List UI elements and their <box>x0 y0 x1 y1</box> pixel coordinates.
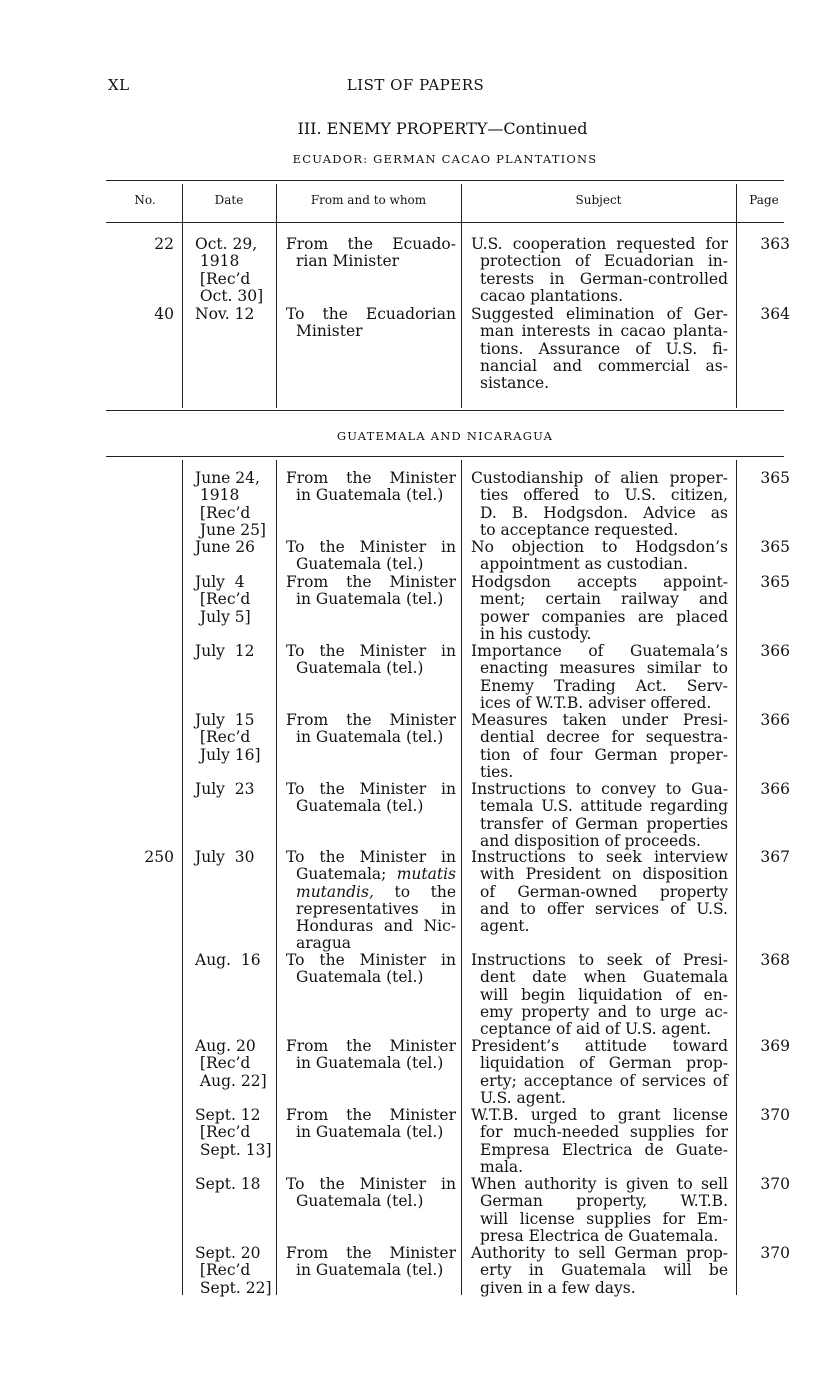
text-line: Authority to sell German prop- <box>471 1244 728 1262</box>
row-page: 369 <box>760 1037 790 1055</box>
text-line: When authority is given to sell <box>471 1175 728 1193</box>
text-line: and disposition of proceeds. <box>480 831 701 850</box>
row-from-to <box>286 952 456 987</box>
row-page: 368 <box>760 951 790 969</box>
text-line: No objection to Hodgsdon’s <box>471 538 728 556</box>
text-line: temala U.S. attitude regarding <box>480 797 728 816</box>
row-page: 366 <box>760 642 790 660</box>
text-line: To the Minister in <box>286 848 456 866</box>
row-date: Sept. 12 [Rec’d Sept. 13] <box>195 1106 272 1159</box>
column-divider <box>736 184 737 408</box>
row-subject <box>471 574 728 643</box>
text-line: terests in German-controlled <box>480 269 728 288</box>
text-line: presa Electrica de Guatemala. <box>480 1226 719 1245</box>
row-subject <box>471 849 728 935</box>
text-line: in Guatemala (tel.) <box>296 590 444 609</box>
text-line: appointment as custodian. <box>480 555 688 574</box>
text-line: emy property and to urge ac- <box>480 1002 728 1021</box>
text-line: ceptance of aid of U.S. agent. <box>480 1020 712 1039</box>
column-divider <box>182 460 183 1295</box>
text-line: representatives in <box>296 899 456 918</box>
text-line: man interests in cacao planta- <box>480 322 728 341</box>
row-from-to <box>286 643 456 678</box>
row-date: Aug. 16 <box>195 951 261 969</box>
row-page: 365 <box>760 538 790 556</box>
section-title: III. ENEMY PROPERTY—Continued <box>297 119 588 138</box>
text-line: liquidation of German prop- <box>480 1054 728 1073</box>
row-subject <box>471 643 728 712</box>
column-divider <box>461 460 462 1295</box>
text-line: From the Minister <box>286 1037 456 1055</box>
row-from-to <box>286 1107 456 1142</box>
row-date: Sept. 18 <box>195 1175 261 1193</box>
text-line: Guatemala; mutatis <box>296 865 456 884</box>
running-title: LIST OF PAPERS <box>346 76 485 94</box>
row-subject <box>471 236 728 305</box>
row-from-to <box>286 781 456 816</box>
row-from-to <box>286 306 456 341</box>
row-page: 364 <box>760 305 790 323</box>
text-line: From the Ecuado- <box>286 235 456 253</box>
row-date: July 4 [Rec’d July 5] <box>195 573 251 626</box>
row-subject <box>471 306 728 392</box>
text-line: To the Ecuadorian <box>286 305 456 323</box>
text-line: To the Minister in <box>286 642 456 660</box>
text-line: Guatemala (tel.) <box>296 1192 424 1211</box>
text-line: Custodianship of alien proper- <box>471 469 728 487</box>
row-subject <box>471 539 728 574</box>
column-divider <box>461 184 462 408</box>
text-line: in Guatemala (tel.) <box>296 1054 444 1073</box>
text-line: in Guatemala (tel.) <box>296 486 444 505</box>
text-line: aragua <box>296 934 352 953</box>
row-date: June 24, 1918 [Rec’d June 25] <box>195 469 266 539</box>
guatemala-heading: GUATEMALA AND NICARAGUA <box>336 429 554 443</box>
text-line: Enemy Trading Act. Serv- <box>480 676 728 695</box>
text-line: for much-needed supplies for <box>480 1123 728 1142</box>
text-line: dential decree for sequestra- <box>480 728 728 747</box>
row-page: 370 <box>760 1106 790 1124</box>
text-line: protection of Ecuadorian in- <box>480 252 728 271</box>
row-subject <box>471 781 728 850</box>
row-from-to <box>286 539 456 574</box>
row-subject <box>471 1107 728 1176</box>
row-number: 40 <box>154 305 174 323</box>
text-line: To the Minister in <box>286 780 456 798</box>
text-line: will begin liquidation of en- <box>480 985 728 1004</box>
table-bottom-rule <box>106 410 784 411</box>
text-line: in Guatemala (tel.) <box>296 1123 444 1142</box>
text-line: D. B. Hodgsdon. Advice as <box>480 503 728 522</box>
text-line: in Guatemala (tel.) <box>296 1261 444 1280</box>
text-line: Instructions to seek interview <box>471 848 728 866</box>
row-page: 366 <box>760 711 790 729</box>
text-line: cacao plantations. <box>480 286 624 305</box>
row-date: July 15 [Rec’d July 16] <box>195 711 261 764</box>
row-page: 363 <box>760 235 790 253</box>
text-line: Empresa Electrica de Guate- <box>480 1140 728 1159</box>
row-number: 22 <box>154 235 174 253</box>
row-from-to <box>286 470 456 505</box>
text-line: ties. <box>480 762 514 781</box>
text-line: and to offer services of U.S. <box>480 899 728 918</box>
text-line: Guatemala (tel.) <box>296 555 424 574</box>
text-line: ties offered to U.S. citizen, <box>480 486 728 505</box>
text-line: Guatemala (tel.) <box>296 797 424 816</box>
text-line: To the Minister in <box>286 951 456 969</box>
column-header-subject: Subject <box>575 193 622 207</box>
text-line: tions. Assurance of U.S. fi- <box>480 339 728 358</box>
text-line: erty; acceptance of services of <box>480 1071 728 1090</box>
row-subject <box>471 952 728 1038</box>
text-line: in his custody. <box>480 624 592 643</box>
text-line: sistance. <box>480 374 550 393</box>
row-date: Aug. 20 [Rec’d Aug. 22] <box>195 1037 267 1090</box>
text-line: From the Minister <box>286 469 456 487</box>
page-number: XL <box>108 76 130 94</box>
text-line: tion of four German proper- <box>480 745 728 764</box>
text-line: Instructions to seek of Presi- <box>471 951 728 969</box>
text-line: To the Minister in <box>286 1175 456 1193</box>
text-line: enacting measures similar to <box>480 659 728 678</box>
table-top-rule <box>106 180 784 181</box>
column-header-no: No. <box>134 193 156 207</box>
row-date: July 30 <box>195 848 255 866</box>
text-line: power companies are placed <box>480 607 728 626</box>
text-line: Honduras and Nic- <box>296 917 456 936</box>
text-line: agent. <box>480 917 530 936</box>
text-line: rian Minister <box>296 252 400 271</box>
text-line: transfer of German properties <box>480 814 728 833</box>
table-top-rule <box>106 456 784 457</box>
text-line: From the Minister <box>286 573 456 591</box>
text-line: with President on disposition <box>480 865 728 884</box>
row-page: 365 <box>760 469 790 487</box>
text-line: German property, W.T.B. <box>480 1192 728 1211</box>
text-line: nancial and commercial as- <box>480 356 728 375</box>
text-line: Guatemala (tel.) <box>296 968 424 987</box>
text-line: ices of W.T.B. adviser offered. <box>480 693 712 712</box>
text-line: Suggested elimination of Ger- <box>471 305 728 323</box>
text-line: dent date when Guatemala <box>480 968 728 987</box>
row-date: Nov. 12 <box>195 305 255 323</box>
row-page: 370 <box>760 1244 790 1262</box>
row-from-to <box>286 849 456 953</box>
text-line: W.T.B. urged to grant license <box>471 1106 728 1124</box>
text-line: Importance of Guatemala’s <box>471 642 728 660</box>
text-line: U.S. agent. <box>480 1088 566 1107</box>
row-subject <box>471 470 728 539</box>
row-from-to <box>286 1245 456 1280</box>
text-line: erty in Guatemala will be <box>480 1261 728 1280</box>
text-line: mala. <box>480 1157 524 1176</box>
column-header-date: Date <box>214 193 244 207</box>
row-subject <box>471 712 728 781</box>
text-line: From the Minister <box>286 711 456 729</box>
text-line: in Guatemala (tel.) <box>296 728 444 747</box>
row-date: June 26 <box>195 538 256 556</box>
row-page: 366 <box>760 780 790 798</box>
header-bottom-rule <box>106 222 784 223</box>
row-page: 365 <box>760 573 790 591</box>
row-date: Sept. 20 [Rec’d Sept. 22] <box>195 1244 272 1297</box>
text-line: ment; certain railway and <box>480 590 728 609</box>
row-from-to <box>286 574 456 609</box>
row-page: 370 <box>760 1175 790 1193</box>
row-from-to <box>286 712 456 747</box>
text-line: From the Minister <box>286 1106 456 1124</box>
row-from-to <box>286 1176 456 1211</box>
text-line: Minister <box>296 322 363 341</box>
text-line: U.S. cooperation requested for <box>471 235 728 253</box>
text-line: From the Minister <box>286 1244 456 1262</box>
text-line: Hodgsdon accepts appoint- <box>471 573 728 591</box>
row-from-to <box>286 236 456 271</box>
column-divider <box>182 184 183 408</box>
column-header-from: From and to whom <box>310 193 427 207</box>
row-page: 367 <box>760 848 790 866</box>
text-line: will license supplies for Em- <box>480 1209 728 1228</box>
text-line: to acceptance requested. <box>480 520 679 539</box>
text-line: Measures taken under Presi- <box>471 711 728 729</box>
text-line: Instructions to convey to Gua- <box>471 780 728 798</box>
row-date: July 23 <box>195 780 255 798</box>
column-header-page: Page <box>749 193 779 207</box>
text-line: mutandis, to the <box>296 882 456 901</box>
text-line: To the Minister in <box>286 538 456 556</box>
column-divider <box>736 460 737 1295</box>
row-number: 250 <box>144 848 174 866</box>
row-from-to <box>286 1038 456 1073</box>
row-subject <box>471 1038 728 1107</box>
row-date: July 12 <box>195 642 255 660</box>
text-line: President’s attitude toward <box>471 1037 728 1055</box>
text-line: of German-owned property <box>480 882 728 901</box>
text-line: given in a few days. <box>480 1278 636 1297</box>
row-subject <box>471 1245 728 1297</box>
row-date: Oct. 29, 1918 [Rec’d Oct. 30] <box>195 235 264 305</box>
row-subject <box>471 1176 728 1245</box>
text-line: Guatemala (tel.) <box>296 659 424 678</box>
ecuador-heading: ECUADOR: GERMAN CACAO PLANTATIONS <box>292 152 598 166</box>
